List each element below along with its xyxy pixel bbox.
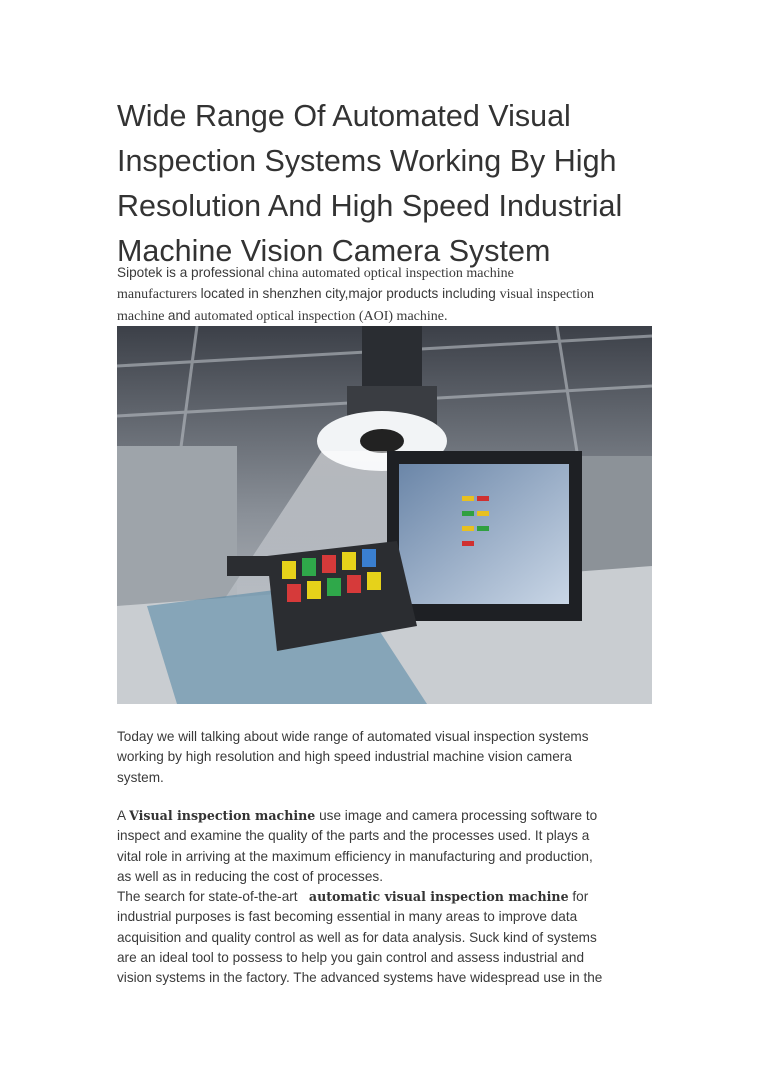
- text: use image and camera processing software to: [315, 808, 598, 823]
- link-aoi-machine[interactable]: automated optical inspection (AOI) machine.: [194, 308, 448, 324]
- intro-paragraph: [117, 263, 594, 327]
- text-line: industrial purposes is fast becoming essential in many areas to improve data: [117, 909, 578, 925]
- text-line: working by high resolution and high speed industrial machine vision camera: [117, 749, 572, 765]
- text-line: are an ideal tool to possess to help you gain control and assess industrial and: [117, 950, 585, 966]
- hero-image: [117, 326, 652, 704]
- link-visual-inspection[interactable]: visual inspection: [499, 287, 595, 303]
- text-line: inspect and examine the quality of the parts and the processes used. It plays a: [117, 828, 590, 844]
- title-line: Resolution And High Speed Industrial: [117, 189, 623, 223]
- link-automatic-visual-inspection-machine[interactable]: automatic visual inspection machine: [308, 889, 569, 905]
- text: Sipotek is a professional: [117, 265, 269, 280]
- title-line: Inspection Systems Working By High: [117, 144, 617, 178]
- link-machine[interactable]: machine: [117, 308, 168, 324]
- link-visual-inspection-machine[interactable]: Visual inspection machine: [129, 808, 316, 823]
- text: A: [117, 808, 130, 823]
- paragraph-visual-inspection: [117, 806, 602, 989]
- text-line: vision systems in the factory. The advanced systems have widespread use in the: [117, 970, 603, 986]
- text-line: as well as in reducing the cost of processes.: [117, 868, 383, 884]
- text-line: vital role in arriving at the maximum efficiency in manufacturing and production,: [117, 848, 593, 864]
- factory-camera-illustration: [117, 326, 652, 704]
- text: located in shenzhen city,major products including: [200, 286, 500, 302]
- text-line: system.: [117, 769, 164, 785]
- text-line: Today we will talking about wide range of automated visual inspection systems: [117, 729, 589, 744]
- link-manufacturers[interactable]: manufacturers: [117, 287, 201, 303]
- title-line: Wide Range Of Automated Visual: [117, 99, 571, 133]
- page-title: [117, 94, 677, 274]
- text-line: acquisition and quality control as well as for data analysis. Suck kind of systems: [117, 929, 597, 945]
- title-line: Machine Vision Camera System: [117, 234, 551, 268]
- link-aoi-manufacturers[interactable]: china automated optical inspection machine: [268, 266, 514, 281]
- paragraph-today: [117, 727, 589, 788]
- text: for: [568, 889, 589, 905]
- text: The search for state-of-the-art: [117, 889, 309, 905]
- text: and: [167, 307, 195, 323]
